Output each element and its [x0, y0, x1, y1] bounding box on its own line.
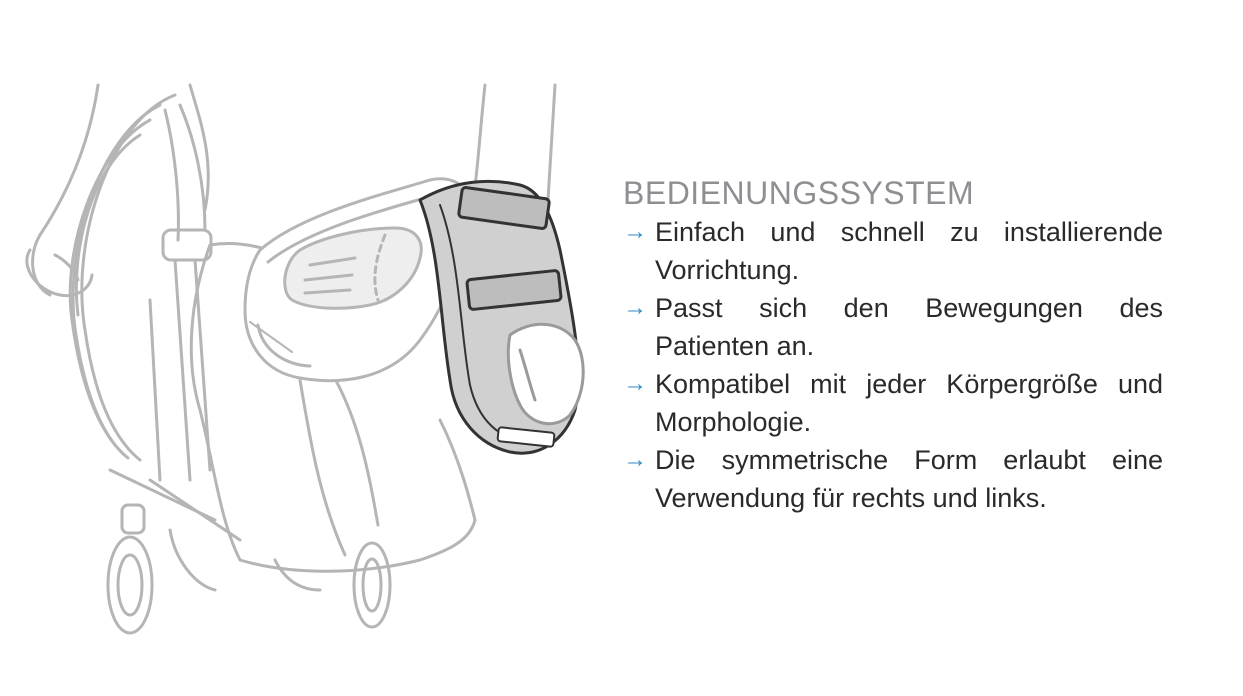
wheelchair-line-drawing [0, 0, 620, 696]
feature-item [623, 365, 1163, 441]
wheelchair-arm-support-illustration [0, 0, 620, 696]
feature-text: Kompatibel mit jeder Körpergröße und Morphologie. [655, 369, 1163, 437]
arrow-right-icon: → [623, 446, 647, 473]
feature-text: Einfach und schnell zu installierende Vorrichtung. [655, 217, 1163, 285]
feature-item [623, 289, 1163, 365]
arrow-right-icon: → [623, 370, 647, 397]
feature-item [623, 213, 1163, 289]
feature-item [623, 441, 1163, 517]
feature-text: Die symmetrische Form erlaubt eine Verwendung für rechts und links. [655, 445, 1163, 513]
arrow-right-icon: → [623, 218, 647, 245]
section-heading: BEDIENUNGSSYSTEM [623, 175, 975, 211]
arrow-right-icon: → [623, 294, 647, 321]
feature-panel [623, 173, 1163, 517]
feature-list [623, 213, 1163, 517]
feature-text: Passt sich den Bewegungen des Patienten an. [655, 293, 1163, 361]
